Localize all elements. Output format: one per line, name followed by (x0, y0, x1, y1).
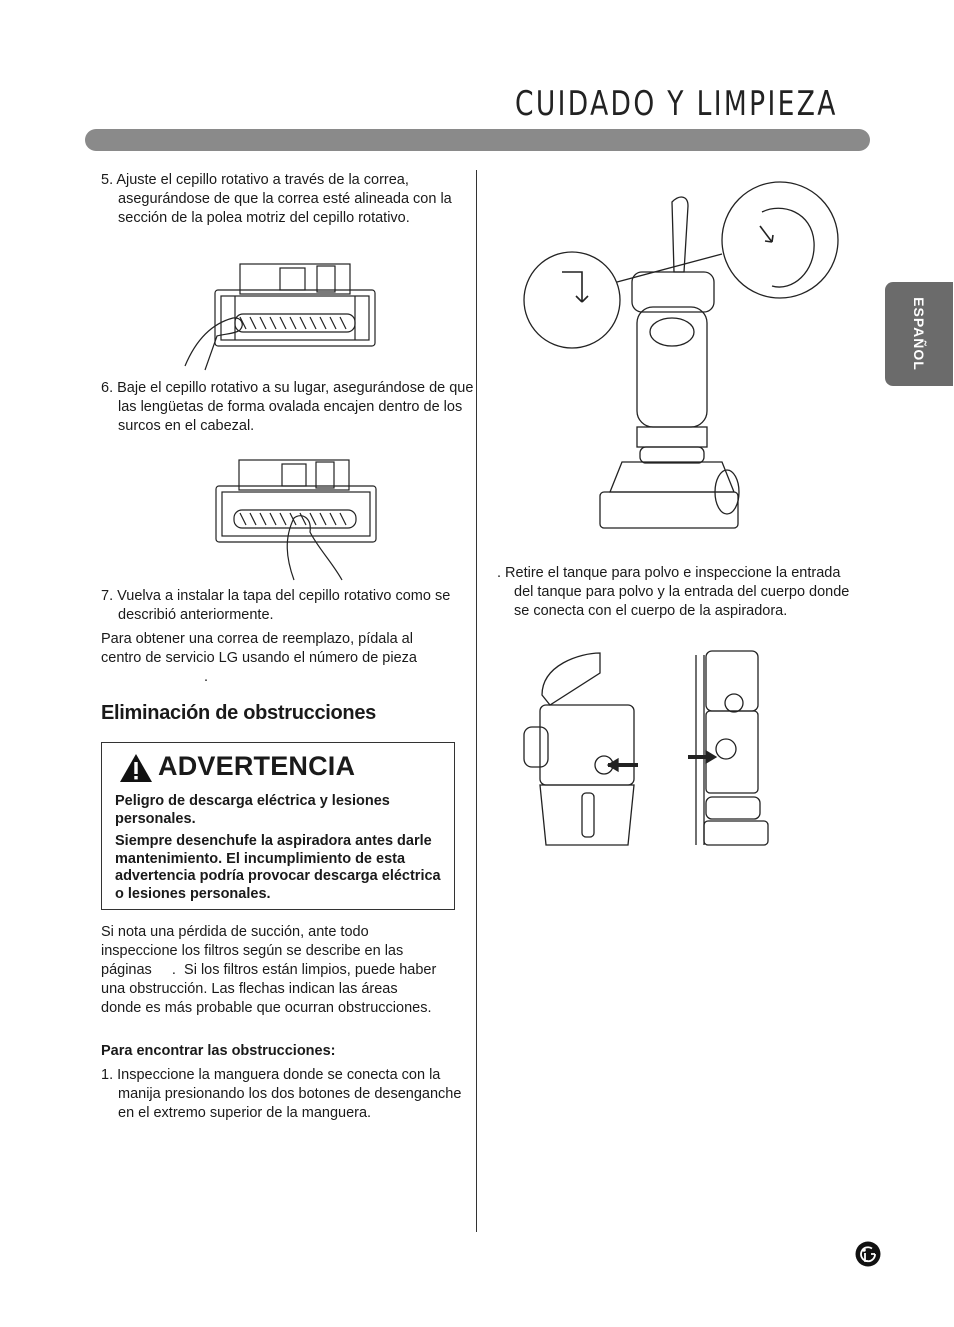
brushroll-belt-illustration (185, 262, 385, 372)
find-obstructions-heading: Para encontrar las obstrucciones: (101, 1043, 336, 1059)
dust-tank-illustration (520, 645, 780, 855)
part-number-placeholder: . (204, 669, 209, 685)
language-tab (885, 282, 953, 386)
step-5-text: 5. Ajuste el cepillo rotativo a través de la correa, asegurándose de que la correa esté alineada con la sección de la polea motriz del cepillo rotativo. (101, 172, 452, 226)
warning-box (101, 742, 455, 910)
language-tab-label: ESPAÑOL (911, 297, 927, 371)
warning-line-1: Peligro de descarga eléctrica y lesiones personales. (115, 793, 390, 827)
step-6-text: 6. Baje el cepillo rotativo a su lugar, asegurándose de que las lengüetas de forma ovalada encajen dentro de los surcos en el cabezal. (101, 380, 474, 434)
step-2-text: . Retire el tanque para polvo e inspeccione la entrada del tanque para polvo y la entrada del cuerpo donde se conecta con el cuerpo de la aspiradora. (497, 565, 850, 619)
title-bar (85, 129, 870, 151)
suction-paragraph: Si nota una pérdida de succión, ante todo inspeccione los filtros según se describe en las páginas . Si los filtros están limpios, puede haber una obstrucción. Las flechas indican las áreas donde es más probable que ocurran obstrucciones. (101, 924, 441, 1016)
warning-line-2: Siempre desenchufe la aspiradora antes darle mantenimiento. El incumplimiento de esta advertencia podría provocar descarga eléctrica o lesiones personales. (115, 833, 441, 902)
step-7-text: 7. Vuelva a instalar la tapa del cepillo rotativo como se describió anteriormente. (101, 588, 451, 623)
page-title: CUIDADO Y LIMPIEZA (515, 84, 838, 124)
step-1-text: 1. Inspeccione la manguera donde se conecta con la manija presionando los dos botones de desenganche en el extremo superior de la manguera. (101, 1067, 462, 1121)
warning-title: ADVERTENCIA (158, 751, 356, 781)
warning-triangle-icon (119, 753, 153, 783)
lg-logo-icon (855, 1241, 881, 1267)
section-heading: Eliminación de obstrucciones (101, 702, 376, 724)
vacuum-hose-illustration (522, 182, 842, 532)
replacement-note: Para obtener una correa de reemplazo, pídala al centro de servicio LG usando el número de pieza (101, 631, 417, 666)
brushroll-lowering-illustration (214, 458, 384, 583)
